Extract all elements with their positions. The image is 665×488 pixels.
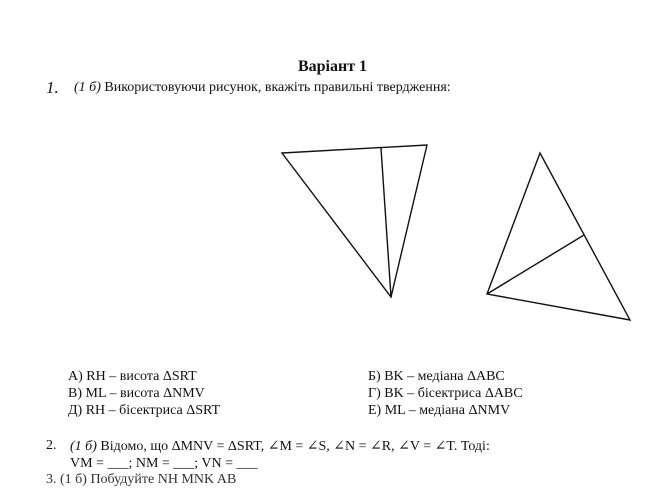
answer-b: Б) BK – медіана ΔABC	[368, 369, 505, 384]
triangle-left-outline	[282, 145, 427, 297]
triangle-left	[282, 145, 427, 297]
answer-v: В) ML – висота ΔNMV	[68, 386, 205, 401]
answer-e: Е) ML – медіана ΔNMV	[368, 403, 511, 418]
question-1-prompt: Використовуючи рисунок, вкажіть правильні твердження:	[104, 80, 451, 95]
question-1-points: (1 б)	[74, 80, 101, 95]
triangle-right-outline	[487, 153, 630, 320]
question-2-text	[70, 438, 490, 455]
triangle-right-segment	[487, 235, 584, 294]
variant-title: Варіант 1	[297, 58, 368, 75]
answer-g: Г) BK – бісектриса ΔABC	[368, 386, 523, 401]
question-2-blanks: VM = ___; NM = ___; VN = ___	[70, 456, 258, 471]
question-1-number: 1.	[46, 78, 59, 97]
triangle-right	[487, 153, 630, 320]
question-2-number: 2.	[46, 438, 57, 453]
answer-a: А) RH – висота ΔSRT	[68, 369, 197, 384]
triangle-left-segment	[381, 148, 391, 297]
question-2-points: (1 б)	[70, 439, 97, 454]
question-2-prompt: Відомо, що ΔMNV = ΔSRT, ∠M = ∠S, ∠N = ∠R, ∠V = ∠T. Тоді:	[100, 439, 490, 454]
answer-d: Д) RH – бісектриса ΔSRT	[68, 403, 221, 418]
question-3-partial: 3. (1 б) Побудуйте NH MNK AB	[46, 472, 237, 487]
